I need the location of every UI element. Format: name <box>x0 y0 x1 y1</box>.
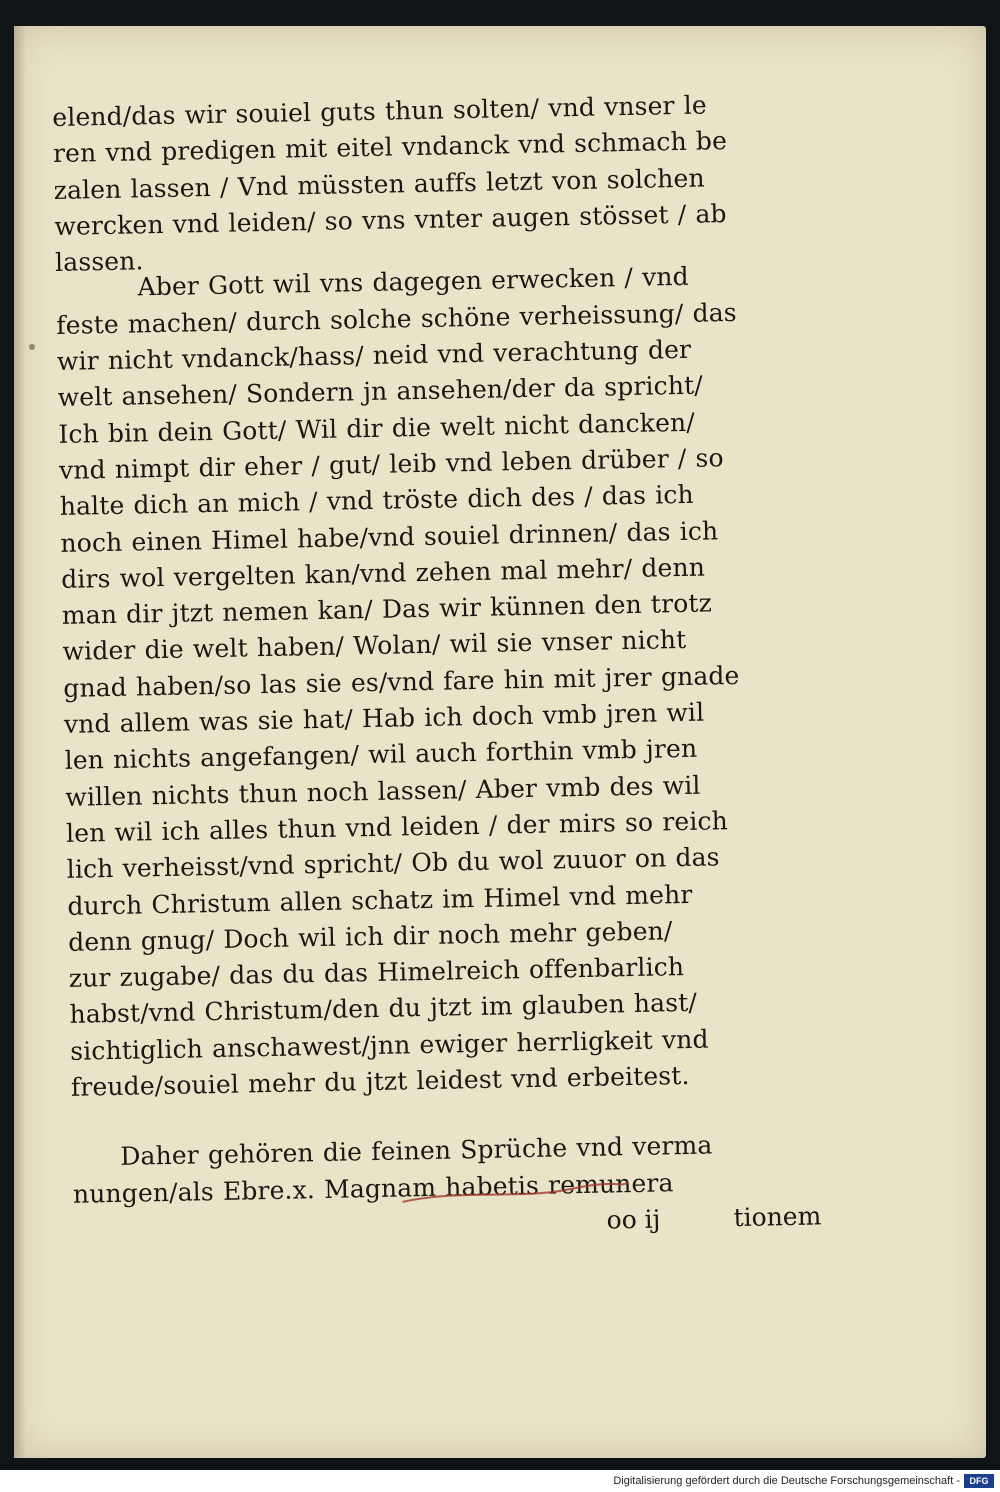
paragraph-2 <box>55 256 851 1106</box>
dfg-logo: DFG <box>964 1474 994 1488</box>
text-line: elend/das wir souiel guts thun solten/ vnd vnser le <box>52 90 708 132</box>
text-line: freude/souiel mehr du jtzt leidest vnd erbeitest. <box>70 1060 690 1102</box>
text-line: Aber Gott wil vns dagegen erwecken / vnd <box>137 262 690 302</box>
text-line: habst/vnd Christum/den du jtzt im glauben hast/ <box>69 988 698 1030</box>
text-line: zalen lassen / Vnd müssten auffs letzt von solchen <box>53 163 705 205</box>
text-line: wercken vnd leiden/ so vns vnter augen stösset / ab <box>54 198 727 241</box>
text-line: noch einen Himel habe/vnd souiel drinnen/ das ich <box>60 515 719 558</box>
text-line: dirs wol vergelten kan/vnd zehen mal mehr/ denn <box>60 552 706 594</box>
gutter-mark <box>29 344 35 350</box>
page-text <box>52 85 854 1249</box>
text-line: lassen. <box>54 246 144 278</box>
text-line: Daher gehören die feinen Sprüche vnd verma <box>120 1130 713 1172</box>
text-line: lich verheisst/vnd spricht/ Ob du wol zuuor on das <box>66 842 720 885</box>
text-line: Ich bin dein Gott/ Wil dir die welt nicht dancken/ <box>58 407 696 449</box>
text-line: vnd allem was sie hat/ Hab ich doch vmb jren wil <box>63 697 705 739</box>
text-line: man dir jtzt nemen kan/ Das wir künnen den trotz <box>61 588 713 631</box>
text-line: sichtiglich anschawest/jnn ewiger herrligkeit vnd <box>69 1024 709 1066</box>
paragraph-1 <box>52 85 835 281</box>
text-line: halte dich an mich / vnd tröste dich des / das ich <box>59 480 695 522</box>
text-line: durch Christum allen schatz im Himel vnd mehr <box>67 879 693 921</box>
text-line: len nichts angefangen/ wil auch forthin vmb jren <box>64 734 698 776</box>
page-credit-bar <box>0 1472 1000 1492</box>
text-line: willen nichts thun noch lassen/ Aber vmb des wil <box>65 770 701 812</box>
text-line: wir nicht vndanck/hass/ neid vnd verachtung der <box>56 334 692 377</box>
text-line: zur zugabe/ das du das Himelreich offenbarlich <box>68 952 685 993</box>
text-line: vnd nimpt dir eher / gut/ leib vnd leben drüber / so <box>58 443 724 485</box>
text-line: len wil ich alles thun vnd leiden / der mirs so reich <box>65 806 729 848</box>
text-line: nungen/als Ebre.x. Magnam habetis remunera <box>72 1167 674 1209</box>
funding-credit: Digitalisierung gefördert durch die Deutsche Forschungsgemeinschaft - <box>613 1475 960 1487</box>
text-line: denn gnug/ Doch wil ich dir noch mehr geben/ <box>67 916 673 957</box>
signature-mark: oo ij <box>606 1204 661 1235</box>
text-line: wider die welt haben/ Wolan/ wil sie vnser nicht <box>62 625 687 667</box>
text-line: welt ansehen/ Sondern jn ansehen/der da spricht/ <box>57 370 704 413</box>
text-line: feste machen/ durch solche schöne verheissung/ das <box>56 297 738 340</box>
catchword: tionem <box>733 1201 822 1233</box>
text-line: gnad haben/so las sie es/vnd fare hin mit jrer gnade <box>63 660 740 703</box>
text-line: ren vnd predigen mit eitel vndanck vnd schmach be <box>52 126 728 169</box>
